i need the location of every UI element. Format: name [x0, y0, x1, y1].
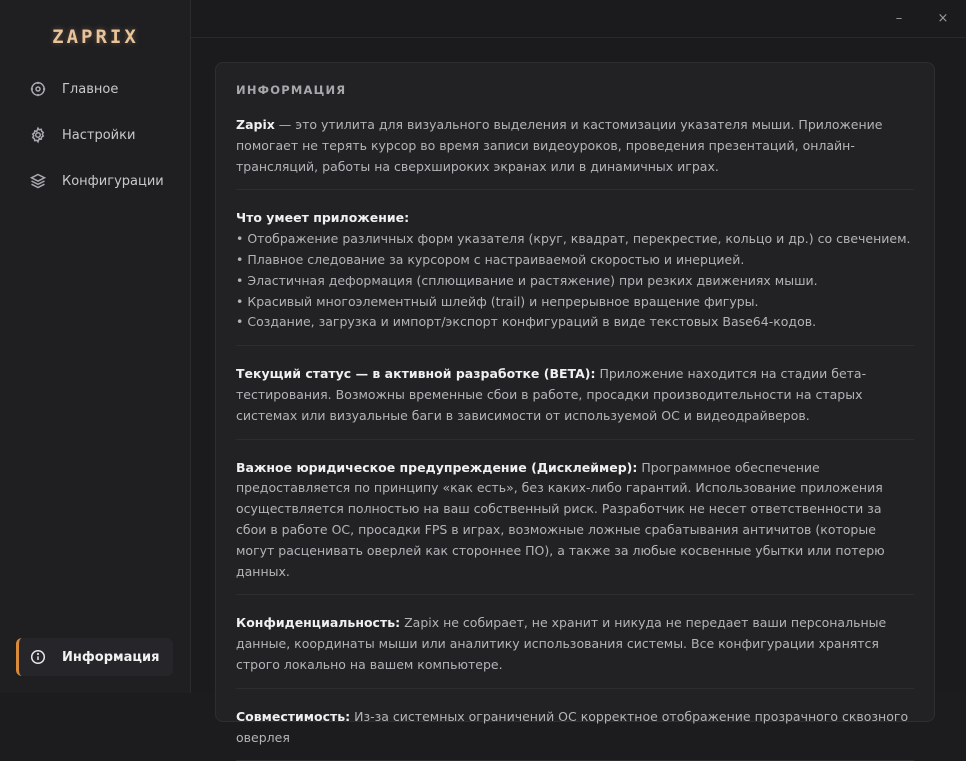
status-section [236, 364, 914, 439]
legal-lead: Важное юридическое предупреждение (Дисклеймер): [236, 459, 638, 475]
feature-item: • Эластичная деформация (сплющивание и растяжение) при резких движениях мыши. [236, 272, 818, 288]
sidebar-item-home[interactable] [16, 70, 175, 108]
sidebar-nav [0, 70, 191, 208]
status-lead: Текущий статус — в активной разработке (BETA): [236, 366, 596, 382]
gear-icon [30, 127, 46, 143]
title-bar [191, 0, 966, 38]
close-button[interactable]: × [937, 11, 949, 26]
intro-lead: Zapix [236, 117, 275, 132]
sidebar-item-label: Главное [62, 81, 119, 97]
features-heading: Что умеет приложение: [236, 210, 410, 226]
feature-item: • Создание, загрузка и импорт/экспорт конфигураций в виде текстовых Base64-кодов. [236, 314, 817, 330]
card-title: ИНФОРМАЦИЯ [236, 83, 347, 97]
legal-text: Программное обеспечение предоставляется по принципу «как есть», без каких-либо гарантий. Использование приложения осуществляется полностью на ваш собственный риск. Разработчик не несет ответственности за сбои в работе ОС, просадки FPS в играх, возможные ложные срабатывания античитов (которые могут расценивать оверлей как стороннее ПО), а также за любые косвенные убытки или потерю данных. [236, 459, 885, 579]
compat-lead: Совместимость: [236, 708, 351, 724]
sidebar-item-label: Информация [62, 649, 160, 665]
compat-text: Из-за системных ограничений ОС корректное отображение прозрачного сквозного оверлея [236, 708, 909, 745]
sidebar-item-info[interactable] [16, 638, 173, 676]
compat-section [236, 707, 914, 761]
sidebar [0, 0, 191, 693]
sidebar-item-configs[interactable] [16, 162, 175, 200]
privacy-section [236, 613, 914, 688]
features-section [236, 208, 914, 346]
app-logo: ZAPRIX [52, 26, 139, 48]
privacy-lead: Конфиденциальность: [236, 615, 401, 631]
privacy-text: Zapix не собирает, не хранит и никуда не передает ваши персональные данные, координаты мыши или аналитику использования системы. Все конфигурации хранятся строго локально на вашем компьютере. [236, 615, 887, 672]
feature-item: • Отображение различных форм указателя (круг, квадрат, перекрестие, кольцо и др.) со свечением. [236, 231, 911, 247]
sidebar-item-settings[interactable] [16, 116, 175, 154]
layers-icon [30, 173, 46, 189]
intro-section [236, 115, 914, 190]
target-icon [30, 81, 46, 97]
sidebar-item-label: Настройки [62, 127, 136, 143]
main-panel [191, 0, 966, 745]
info-card [215, 62, 935, 745]
feature-item: • Красивый многоэлементный шлейф (trail) и непрерывное вращение фигуры. [236, 293, 759, 309]
info-icon [30, 649, 46, 665]
sidebar-item-label: Конфигурации [62, 173, 164, 189]
minimize-button[interactable]: – [895, 11, 903, 26]
legal-section [236, 458, 914, 596]
intro-text: — это утилита для визуального выделения и кастомизации указателя мыши. Приложение помогает не терять курсор во время записи видеоуроков, проведения презентаций, онлайн-трансляций, работы на сверхшироких экранах или в динамичных играх. [236, 117, 883, 174]
feature-item: • Плавное следование за курсором с настраиваемой скоростью и инерцией. [236, 251, 745, 267]
status-text: Приложение находится на стадии бета-тестирования. Возможны временные сбои в работе, просадки производительности на старых системах или визуальные баги в зависимости от используемой ОС и видеодрайверов. [236, 366, 867, 423]
